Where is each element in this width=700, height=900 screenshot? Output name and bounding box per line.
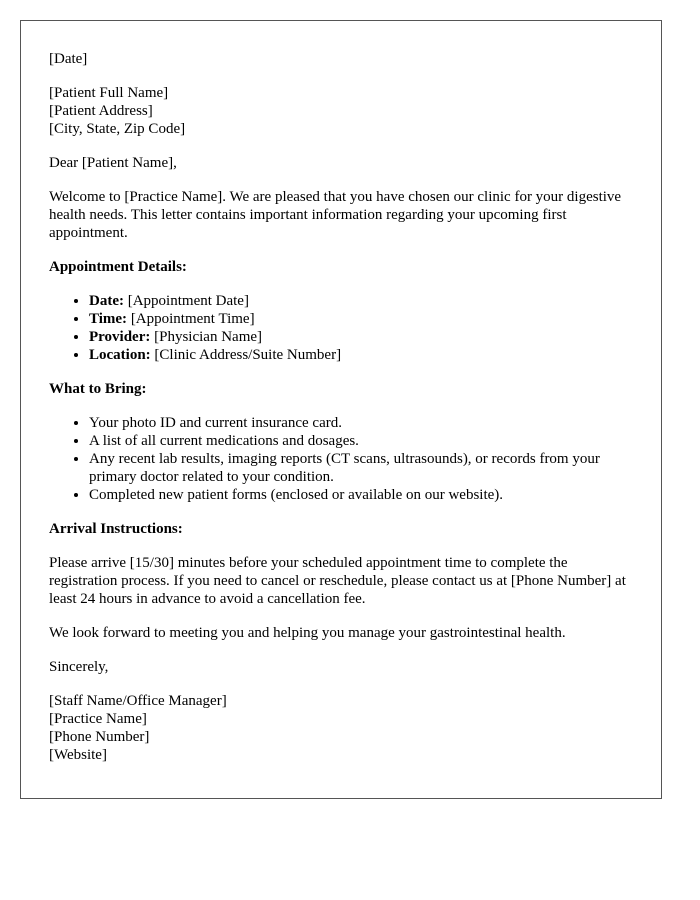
appointment-provider-label: Provider: xyxy=(89,329,151,345)
bring-item-records: • Any recent lab results, imaging reports (CT scans, ultrasounds), or records from your primary doctor related to your condition. xyxy=(89,450,633,486)
appointment-time-label: Time: xyxy=(89,311,128,327)
appointment-location-value: [Clinic Address/Suite Number] xyxy=(150,347,342,363)
signature-phone: [Phone Number] xyxy=(49,729,150,745)
recipient-city: [City, State, Zip Code] xyxy=(49,121,186,137)
closing-paragraph: We look forward to meeting you and helping you manage your gastrointestinal health. xyxy=(49,625,566,641)
appointment-date-item xyxy=(89,292,633,310)
appointment-date-label: Date: xyxy=(89,293,124,309)
salutation: Dear [Patient Name], xyxy=(49,155,177,171)
arrival-heading: Arrival Instructions: xyxy=(49,521,183,537)
arrival-paragraph: Please arrive [15/30] minutes before your scheduled appointment time to complete the registration process. If you need to cancel or reschedule, please contact us at [Phone Number] at least 24 hours in advance to avoid a cancellation fee. xyxy=(49,555,626,607)
appointment-details-list xyxy=(49,292,633,364)
appointment-date-value: [Appointment Date] xyxy=(123,293,249,309)
recipient-address: [Patient Address] xyxy=(49,103,153,119)
bring-item-medications: • A list of all current medications and dosages. xyxy=(89,432,633,450)
letter-date: [Date] xyxy=(49,51,88,67)
appointment-provider-item xyxy=(89,328,633,346)
appointment-time-item xyxy=(89,310,633,328)
what-to-bring-list xyxy=(49,414,633,504)
signature-practice: [Practice Name] xyxy=(49,711,147,727)
intro-paragraph: Welcome to [Practice Name]. We are pleased that you have chosen our clinic for your digestive health needs. This letter contains important information regarding your upcoming first appointment. xyxy=(49,189,622,241)
appointment-heading: Appointment Details: xyxy=(49,259,187,275)
signature-website: [Website] xyxy=(49,747,107,763)
recipient-address-block xyxy=(49,84,633,138)
recipient-name: [Patient Full Name] xyxy=(49,85,169,101)
date-block xyxy=(49,50,633,68)
appointment-time-value: [Appointment Time] xyxy=(127,311,255,327)
appointment-provider-value: [Physician Name] xyxy=(150,329,263,345)
bring-item-id: • Your photo ID and current insurance card. xyxy=(89,414,633,432)
signature-staff: [Staff Name/Office Manager] xyxy=(49,693,227,709)
signature-block xyxy=(49,692,633,764)
what-to-bring-heading: What to Bring: xyxy=(49,381,147,397)
appointment-location-item xyxy=(89,346,633,364)
appointment-location-label: Location: xyxy=(89,347,151,363)
bring-item-forms: • Completed new patient forms (enclosed or available on our website). xyxy=(89,486,633,504)
signoff: Sincerely, xyxy=(49,659,109,675)
letter xyxy=(20,20,662,799)
